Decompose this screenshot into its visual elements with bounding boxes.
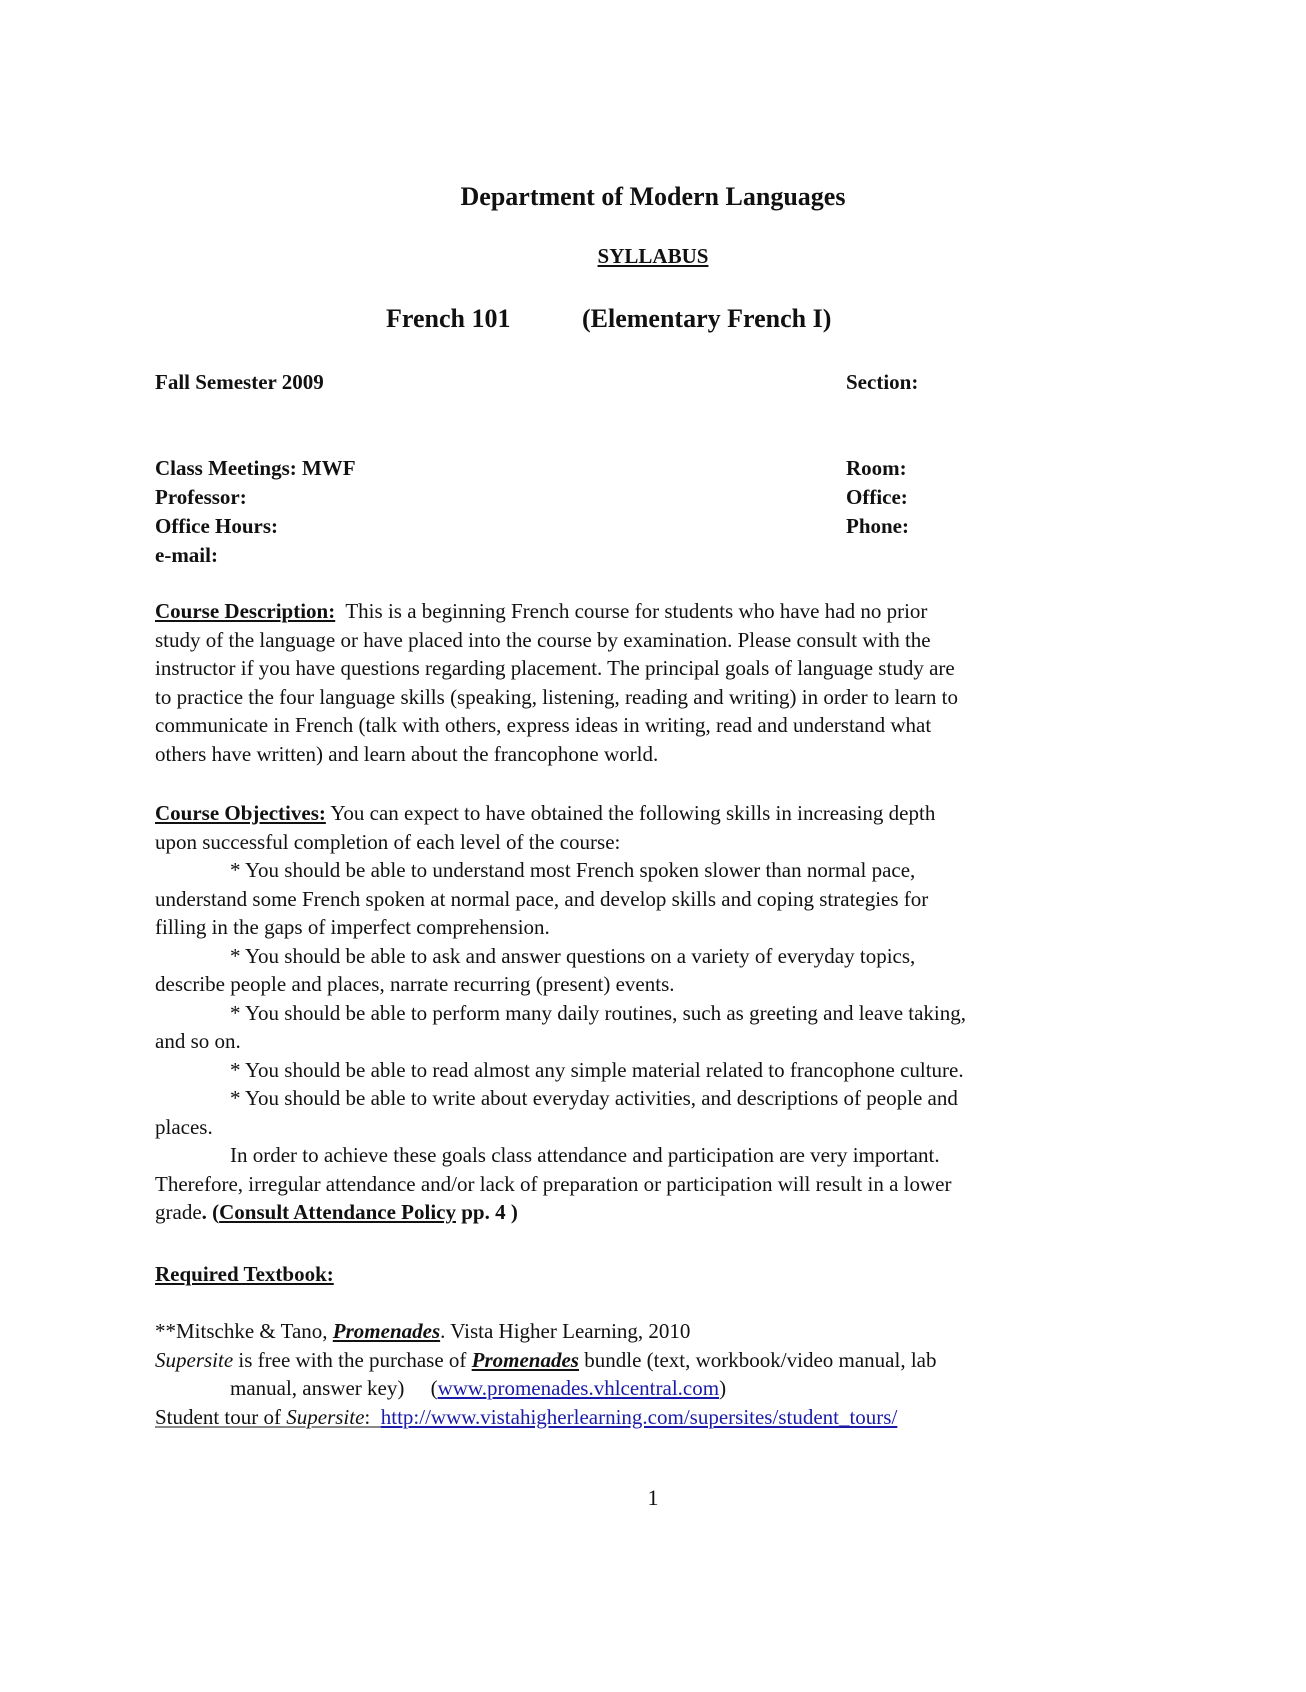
objective-item: and so on. (155, 1029, 241, 1053)
course-objectives (155, 799, 1155, 1227)
description-line: study of the language or have placed into the course by examination. Please consult with the (155, 627, 931, 652)
student-tour-word: Supersite (286, 1404, 365, 1429)
description-line: others have written) and learn about the francophone world. (155, 741, 659, 766)
objective-item: * You should be able to perform many daily routines, such as greeting and leave taking, (230, 1000, 967, 1025)
phone-label: Phone: (846, 514, 909, 538)
attendance-policy-pages: pp. 4 ) (455, 1200, 518, 1224)
attendance-policy-link[interactable]: Consult Attendance Policy (219, 1200, 456, 1224)
department-title: Department of Modern Languages (460, 182, 846, 211)
student-tour-text: : (364, 1404, 381, 1429)
objective-item: * You should be able to understand most French spoken slower than normal pace, (230, 858, 916, 882)
objectives-intro: upon successful completion of each level of the course: (155, 829, 621, 854)
required-textbook-heading: Required Textbook: (155, 1262, 334, 1286)
class-meetings-label: Class Meetings: MWF (155, 456, 356, 480)
course-description (155, 597, 1155, 768)
room-label: Room: (846, 456, 907, 480)
page-number: 1 (647, 1485, 659, 1510)
objectives-closing: Therefore, irregular attendance and/or lack of preparation or participation will result in a lower (155, 1171, 952, 1196)
supersite-text: manual, answer key) ( (230, 1376, 438, 1400)
student-tour-link[interactable]: http://www.vistahigherlearning.com/supersites/student_tours/ (380, 1404, 898, 1429)
section-label: Section: (846, 370, 919, 394)
supersite-text: ) (719, 1376, 727, 1400)
description-line: This is a beginning French course for students who have had no prior (335, 599, 928, 623)
objectives-closing-punct: . ( (201, 1200, 220, 1224)
required-textbook-section (155, 1260, 1155, 1289)
supersite-text: is free with the purchase of (233, 1347, 472, 1372)
textbook-title: Promenades (332, 1319, 441, 1343)
course-name: (Elementary French I) (582, 304, 832, 333)
objective-item: understand some French spoken at normal pace, and develop skills and coping strategies for (155, 886, 929, 911)
objective-item: * You should be able to write about everyday activities, and descriptions of people and (230, 1086, 958, 1110)
supersite-text: bundle (text, workbook/video manual, lab (578, 1347, 937, 1372)
supersite-title: Promenades (471, 1347, 579, 1372)
objective-item: describe people and places, narrate recurring (present) events. (155, 972, 675, 996)
course-number: French 101 (386, 304, 511, 333)
description-line: instructor if you have questions regarding placement. The principal goals of language study are (155, 656, 955, 680)
course-description-heading: Course Description: (155, 599, 336, 623)
objective-item: places. (155, 1114, 213, 1139)
objective-item: * You should be able to ask and answer questions on a variety of everyday topics, (230, 943, 916, 968)
objectives-intro: You can expect to have obtained the following skills in increasing depth (325, 801, 936, 825)
objective-item: filling in the gaps of imperfect comprehension. (155, 915, 550, 939)
objective-item: * You should be able to read almost any simple material related to francophone culture. (230, 1057, 964, 1082)
textbook-author: **Mitschke & Tano, (155, 1319, 333, 1343)
supersite-url-link[interactable]: www.promenades.vhlcentral.com (437, 1376, 720, 1400)
textbook-details (155, 1317, 1155, 1431)
objectives-closing: In order to achieve these goals class attendance and participation are very important. (230, 1143, 940, 1167)
professor-label: Professor: (155, 485, 247, 509)
syllabus-label: SYLLABUS (597, 244, 709, 268)
supersite-word: Supersite (155, 1347, 234, 1372)
office-label: Office: (846, 485, 908, 509)
student-tour-text: Student tour of (155, 1404, 287, 1429)
description-line: to practice the four language skills (speaking, listening, reading and writing) in order to learn to (155, 684, 959, 709)
course-objectives-heading: Course Objectives: (155, 801, 326, 825)
description-line: communicate in French (talk with others, express ideas in writing, read and understand what (155, 713, 932, 737)
email-label: e-mail: (155, 543, 218, 567)
textbook-publisher: . Vista Higher Learning, 2010 (440, 1319, 691, 1343)
semester-label: Fall Semester 2009 (155, 370, 324, 394)
office-hours-label: Office Hours: (155, 514, 279, 538)
objectives-closing: grade (155, 1200, 202, 1224)
